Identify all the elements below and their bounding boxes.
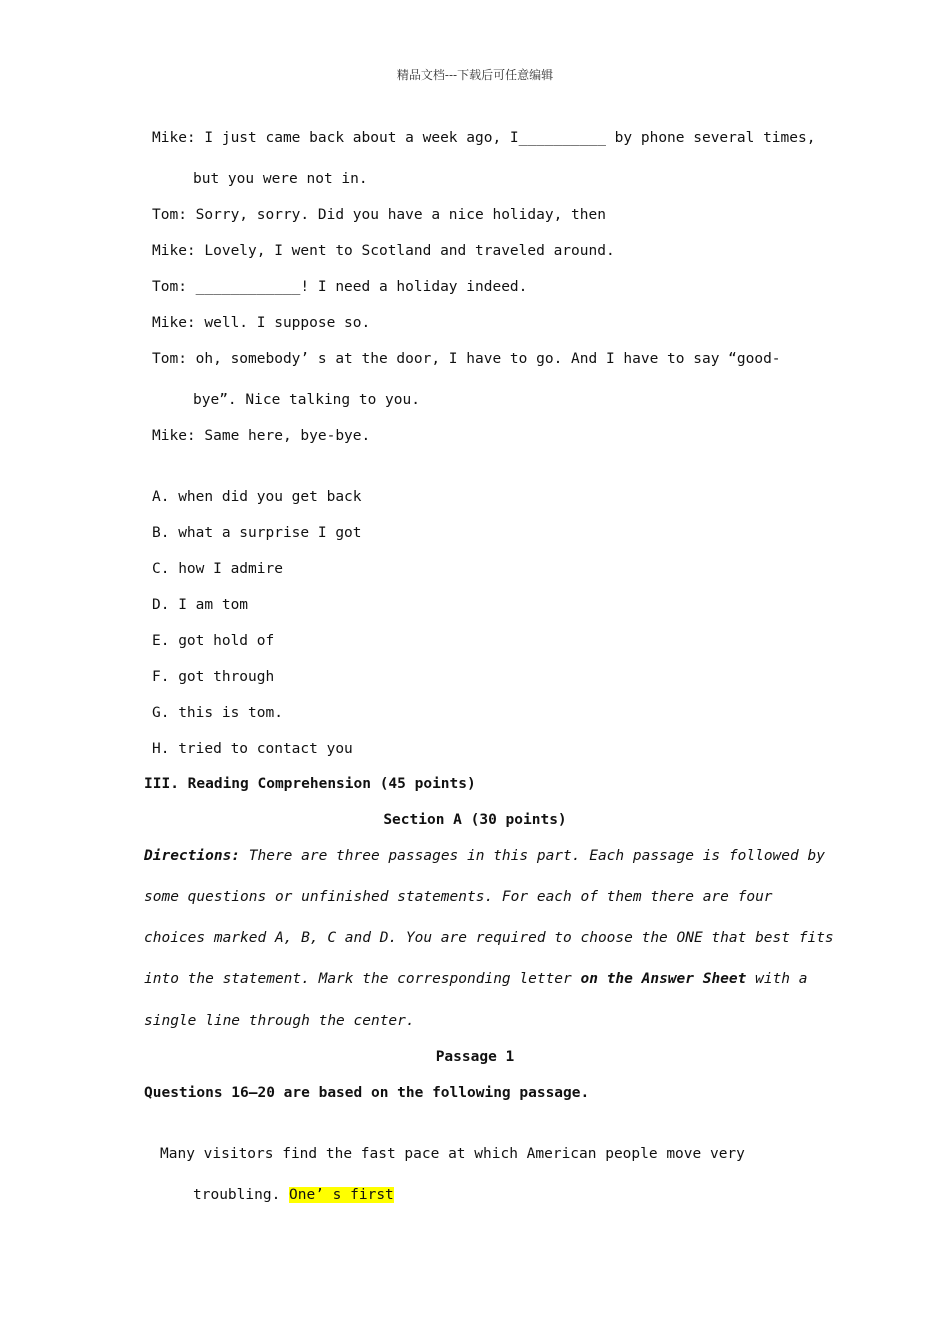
dialogue-line: Mike: Same here, bye-bye. — [152, 428, 371, 444]
option-item: A. when did you get back — [152, 489, 362, 505]
directions-line: choices marked A, B, C and D. You are required to choose the ONE that best fits — [144, 930, 834, 946]
passage-text-plain: troubling. — [193, 1187, 290, 1203]
section-a-heading: Section A (30 points) — [383, 812, 567, 828]
dialogue-line: but you were not in. — [193, 171, 368, 187]
option-item: C. how I admire — [152, 561, 283, 577]
dialogue-line: Tom: ____________! I need a holiday indeed. — [152, 279, 528, 295]
passage-title: Passage 1 — [435, 1049, 515, 1065]
dialogue-line: Mike: I just came back about a week ago, I__________ by phone several times, — [152, 130, 816, 146]
passage-text: Many visitors find the fast pace at which American people move very — [160, 1146, 745, 1162]
option-item: D. I am tom — [152, 597, 249, 613]
dialogue-line: Mike: Lovely, I went to Scotland and traveled around. — [152, 243, 615, 259]
directions-line: some questions or unfinished statements. For each of them there are four — [144, 889, 773, 905]
option-item: F. got through — [152, 669, 275, 685]
option-item: G. this is tom. — [152, 705, 283, 721]
directions-line — [144, 970, 807, 988]
dialogue-line: Tom: Sorry, sorry. Did you have a nice holiday, then — [152, 207, 606, 223]
answer-sheet-emphasis: on the Answer Sheet — [580, 971, 747, 987]
directions-label: Directions: — [144, 848, 241, 864]
option-item: B. what a surprise I got — [152, 525, 362, 541]
dialogue-line: bye”. Nice talking to you. — [193, 392, 420, 408]
directions-text: There are three passages in this part. Each passage is followed by — [240, 848, 825, 864]
passage-text — [193, 1186, 394, 1204]
dialogue-line: Mike: well. I suppose so. — [152, 315, 371, 331]
option-item: E. got hold of — [152, 633, 275, 649]
questions-intro: Questions 16—20 are based on the following passage. — [144, 1085, 590, 1101]
directions-line — [144, 847, 825, 865]
directions-text: into the statement. Mark the corresponding letter — [144, 971, 581, 987]
highlighted-text: One’ s first — [289, 1187, 394, 1203]
directions-line: single line through the center. — [144, 1013, 415, 1029]
directions-text: with a — [746, 971, 808, 987]
page-header: 精品文档---下载后可任意编辑 — [396, 68, 554, 82]
section-heading: III. Reading Comprehension (45 points) — [144, 776, 476, 792]
dialogue-line: Tom: oh, somebody’ s at the door, I have to go. And I have to say “good- — [152, 351, 781, 367]
option-item: H. tried to contact you — [152, 741, 353, 757]
